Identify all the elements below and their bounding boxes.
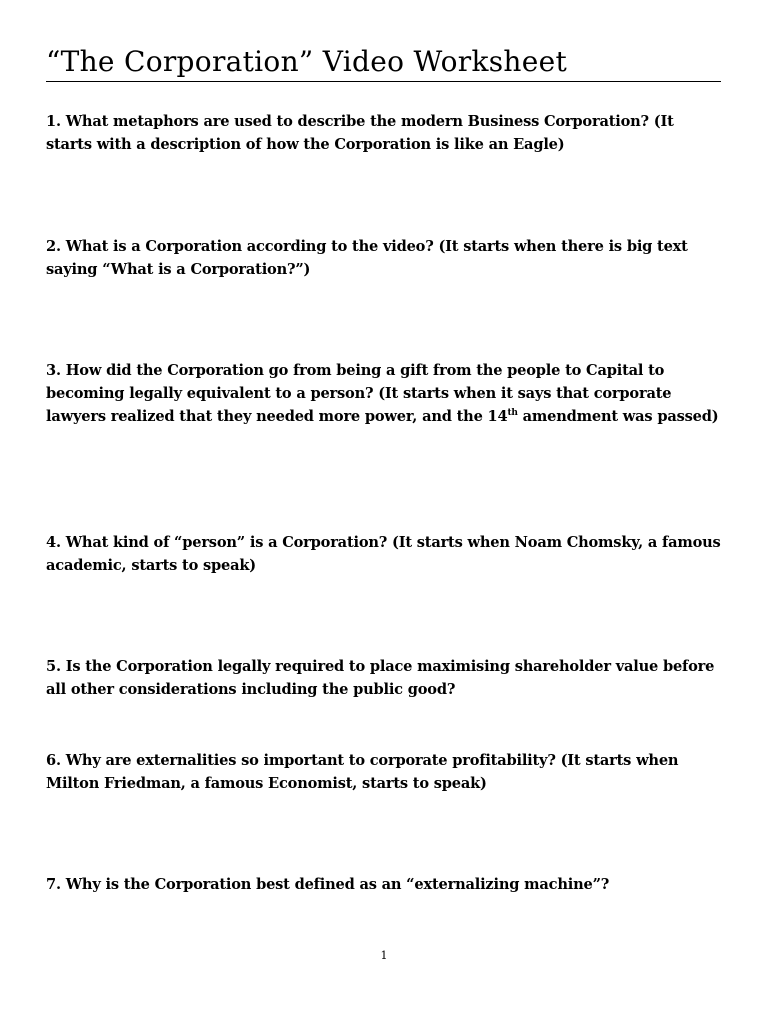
- question-3: [46, 359, 721, 428]
- question-3-text-start: 3. How did the Corporation go from being a gift from the people to Capital to becoming legally equivalent to a person? (It starts when it says that corporate lawyers realized that they needed more power, and the 14: [46, 362, 672, 425]
- title-underline: [46, 81, 721, 82]
- worksheet-title: “The Corporation” Video Worksheet: [46, 45, 568, 78]
- question-1: 1. What metaphors are used to describe the modern Business Corporation? (It starts with a description of how the Corporation is like an Eagle): [46, 113, 674, 153]
- question-3-text-end: amendment was passed): [517, 408, 719, 425]
- question-5: 5. Is the Corporation legally required to place maximising shareholder value before all other considerations including the public good?: [46, 658, 715, 698]
- question-3-superscript: th: [507, 408, 518, 419]
- question-6: 6. Why are externalities so important to corporate profitability? (It starts when Milton Friedman, a famous Economist, starts to speak): [46, 752, 679, 792]
- question-7: 7. Why is the Corporation best defined as an “externalizing machine”?: [46, 876, 610, 893]
- question-4: 4. What kind of “person” is a Corporation? (It starts when Noam Chomsky, a famous academic, starts to speak): [46, 534, 721, 574]
- page-number: 1: [380, 949, 388, 962]
- question-2: 2. What is a Corporation according to the video? (It starts when there is big text saying “What is a Corporation?”): [46, 238, 688, 278]
